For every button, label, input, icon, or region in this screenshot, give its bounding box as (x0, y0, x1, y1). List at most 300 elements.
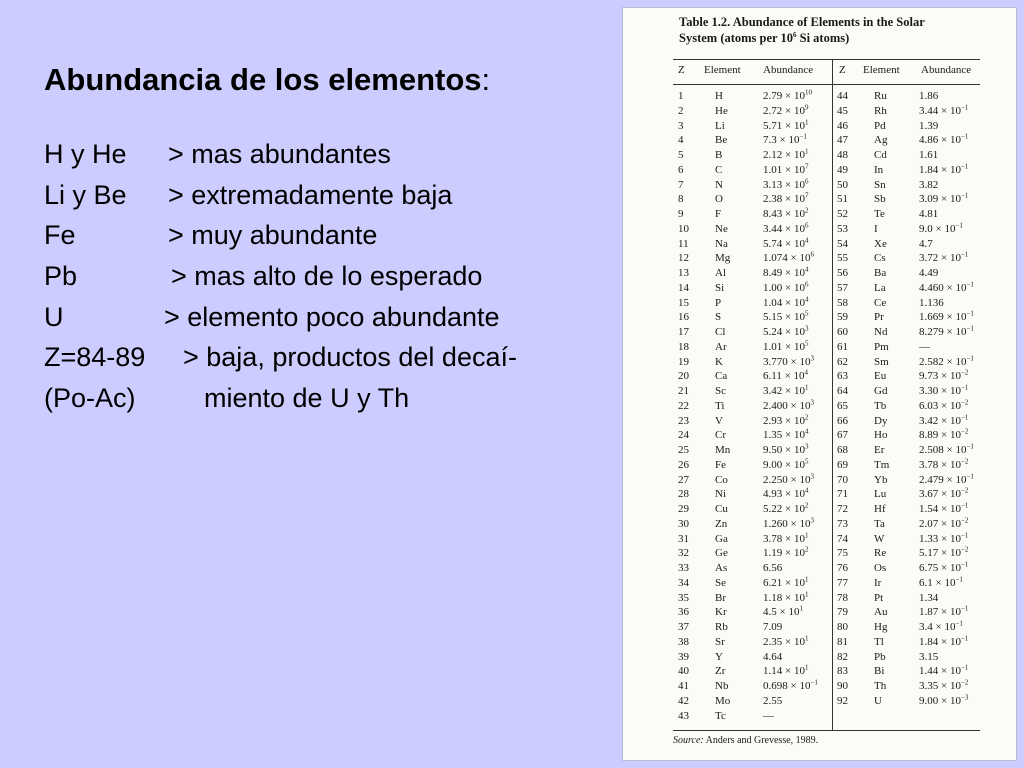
cell-abundance-exponent: −1 (960, 501, 969, 510)
table-row (623, 664, 1016, 679)
cell-z: 53 (837, 222, 848, 235)
slide-text-block (44, 60, 624, 419)
cell-element: Tm (874, 458, 890, 471)
cell-element: Ne (715, 222, 728, 235)
cell-abundance-value: 5.22 × 10 (763, 503, 805, 515)
cell-abundance-value: 4.49 (919, 267, 939, 279)
abundance-table-scan (623, 8, 1016, 760)
cell-abundance-value: 2.38 × 10 (763, 193, 805, 206)
cell-element: Yb (874, 473, 888, 486)
cell-abundance (919, 237, 933, 251)
cell-z: 65 (837, 399, 848, 412)
cell-abundance-exponent: 6 (804, 176, 809, 185)
table-source-label: Source: (673, 735, 704, 746)
cell-element: Sn (874, 178, 886, 191)
cell-abundance-exponent: 3 (810, 398, 814, 407)
cell-element: Tc (715, 709, 726, 722)
cell-z: 81 (837, 635, 848, 648)
cell-z: 23 (678, 414, 689, 427)
cell-abundance-exponent: −1 (966, 309, 974, 318)
cell-element: He (715, 104, 728, 117)
table-row (623, 709, 1016, 724)
cell-abundance-value: 2.508 × 10 (919, 444, 967, 456)
cell-abundance-exponent: 3 (810, 516, 814, 525)
table-row (623, 443, 1016, 458)
cell-abundance-exponent: 5 (804, 339, 809, 348)
cell-z: 80 (837, 621, 848, 633)
cell-z: 34 (678, 576, 689, 589)
table-caption-line1: Table 1.2. Abundance of Elements in the Solar (679, 15, 925, 29)
cell-abundance-value: 1.54 × 10 (919, 503, 961, 515)
cell-z: 33 (678, 562, 689, 574)
cell-element: Y (715, 650, 723, 663)
cell-z: 31 (678, 532, 689, 545)
table-row (623, 487, 1016, 502)
cell-abundance-exponent: −1 (960, 604, 969, 613)
cell-abundance (919, 443, 974, 457)
cell-abundance-value: 1.33 × 10 (919, 532, 961, 545)
cell-abundance-value: 4.86 × 10 (919, 134, 961, 147)
cell-element: Tb (874, 399, 887, 412)
cell-element: H (715, 90, 723, 102)
cell-element: Sr (715, 635, 725, 648)
table-row (623, 104, 1016, 119)
cell-abundance-exponent: −2 (960, 368, 969, 377)
cell-abundance (919, 89, 938, 103)
note-key: Fe (44, 220, 76, 251)
cell-z: 43 (678, 709, 689, 722)
cell-abundance-exponent: 4 (804, 265, 809, 274)
cell-abundance-exponent: −1 (799, 132, 807, 141)
table-row (623, 458, 1016, 473)
slide-title (44, 60, 624, 100)
cell-element: Br (715, 591, 726, 604)
table-row (623, 369, 1016, 384)
cell-element: Pt (874, 591, 884, 604)
table-caption-line2-pre: System (atoms per 10 (679, 31, 793, 45)
note-line (44, 297, 624, 338)
cell-z: 4 (678, 134, 684, 147)
cell-abundance-exponent: 7 (804, 191, 809, 200)
cell-element: Hg (874, 621, 888, 633)
cell-z: 62 (837, 355, 848, 368)
cell-abundance-value: 2.72 × 10 (763, 104, 805, 117)
cell-abundance (919, 517, 968, 531)
table-row (623, 679, 1016, 694)
cell-abundance-exponent: 4 (804, 368, 809, 377)
cell-abundance-exponent: 2 (804, 545, 809, 554)
cell-element: Ce (874, 296, 887, 309)
cell-element: Pb (874, 650, 886, 663)
cell-element: Gd (874, 385, 888, 397)
cell-abundance-value: 1.14 × 10 (763, 665, 805, 678)
cell-abundance (919, 502, 968, 516)
cell-abundance (919, 414, 968, 428)
header-z-left: Z (678, 64, 685, 76)
cell-abundance (919, 399, 968, 413)
cell-z: 29 (678, 503, 689, 515)
table-row (623, 546, 1016, 561)
cell-abundance-exponent: −1 (960, 412, 969, 421)
cell-z: 74 (837, 532, 848, 545)
slide-title-text: Abundancia de los elementos (44, 62, 482, 97)
cell-element: Pr (874, 311, 884, 324)
cell-z: 54 (837, 237, 848, 250)
cell-abundance-value: 4.81 (919, 208, 939, 220)
cell-abundance-value: 7.09 (763, 621, 783, 633)
note-line (44, 378, 624, 419)
abundance-notes-list (44, 134, 624, 419)
cell-abundance-exponent: −1 (960, 663, 969, 672)
table-row (623, 694, 1016, 709)
cell-abundance-value: 1.04 × 10 (763, 296, 805, 309)
header-abundance-left: Abundance (763, 64, 814, 76)
cell-abundance-value: 3.44 × 10 (919, 104, 961, 117)
note-text: miento de U y Th (204, 383, 410, 414)
cell-abundance (919, 473, 974, 487)
cell-abundance-exponent: −1 (960, 634, 969, 643)
cell-z: 41 (678, 680, 689, 692)
cell-abundance-value: 9.0 × 10 (919, 222, 956, 235)
cell-abundance-exponent: 1 (804, 530, 809, 539)
cell-abundance-value: 1.00 × 10 (763, 281, 805, 294)
cell-abundance (919, 591, 938, 605)
cell-element: Mn (715, 444, 731, 456)
cell-z: 32 (678, 547, 689, 560)
table-row (623, 207, 1016, 222)
cell-element: Ho (874, 429, 888, 442)
cell-abundance (919, 355, 974, 369)
cell-z: 69 (837, 458, 848, 471)
cell-abundance-value: 1.35 × 10 (763, 429, 805, 442)
cell-abundance (919, 192, 968, 206)
cell-abundance-value: 2.12 × 10 (763, 149, 805, 161)
cell-element: Si (715, 281, 725, 294)
cell-abundance-value: 2.250 × 10 (763, 473, 811, 486)
table-row (623, 266, 1016, 281)
cell-abundance (763, 709, 774, 723)
cell-abundance-value: 9.50 × 10 (763, 444, 805, 456)
cell-z: 68 (837, 444, 848, 456)
cell-abundance-value: 2.479 × 10 (919, 473, 967, 486)
cell-abundance-exponent: −1 (960, 103, 969, 112)
note-key: (Po-Ac) (44, 383, 136, 414)
cell-abundance (919, 325, 974, 339)
table-row (623, 222, 1016, 237)
table-row (623, 635, 1016, 650)
cell-abundance-value: 6.1 × 10 (919, 576, 956, 589)
cell-abundance-value: 1.260 × 10 (763, 517, 811, 530)
cell-abundance-value: 2.79 × 10 (763, 90, 805, 102)
cell-abundance-value: 1.86 (919, 90, 939, 102)
cell-abundance-value: 1.61 (919, 149, 939, 161)
cell-abundance-value: 2.400 × 10 (763, 399, 811, 412)
cell-abundance-value: 1.01 × 10 (763, 163, 805, 176)
cell-abundance-exponent: 2 (804, 501, 809, 510)
cell-z: 25 (678, 444, 689, 456)
cell-z: 72 (837, 503, 848, 515)
note-text: > muy abundante (168, 220, 378, 251)
cell-abundance-exponent: −1 (960, 191, 969, 200)
cell-abundance-exponent: 7 (804, 162, 809, 171)
cell-abundance (919, 532, 968, 546)
cell-abundance (919, 635, 968, 649)
cell-abundance-value: 4.93 × 10 (763, 488, 805, 501)
cell-z: 19 (678, 355, 689, 368)
cell-abundance-exponent: −1 (955, 575, 963, 584)
cell-z: 75 (837, 547, 848, 560)
table-row (623, 605, 1016, 620)
note-line (44, 337, 624, 378)
cell-z: 20 (678, 370, 689, 383)
cell-z: 67 (837, 429, 848, 442)
cell-abundance-exponent: 1 (804, 589, 809, 598)
cell-element: Be (715, 134, 728, 147)
cell-element: Ar (715, 340, 727, 353)
cell-z: 57 (837, 281, 848, 294)
table-row (623, 399, 1016, 414)
cell-abundance-value: 6.21 × 10 (763, 576, 805, 589)
cell-abundance-exponent: −2 (960, 427, 969, 436)
cell-z: 17 (678, 326, 689, 338)
header-element-right: Element (863, 64, 900, 76)
table-row (623, 340, 1016, 355)
cell-abundance (919, 207, 938, 221)
table-row (623, 281, 1016, 296)
cell-abundance (919, 310, 974, 324)
cell-abundance-exponent: −1 (960, 383, 969, 392)
cell-abundance-value: 3.09 × 10 (919, 193, 961, 206)
cell-abundance-value: 3.13 × 10 (763, 178, 805, 191)
cell-abundance (919, 694, 968, 708)
cell-abundance-exponent: 10 (804, 88, 812, 97)
table-row (623, 119, 1016, 134)
note-line (44, 134, 624, 175)
table-row (623, 163, 1016, 178)
cell-abundance-value: 8.49 × 10 (763, 267, 805, 279)
table-row (623, 414, 1016, 429)
cell-z: 49 (837, 163, 848, 176)
cell-abundance-exponent: 4 (804, 486, 809, 495)
cell-element: Os (874, 562, 887, 574)
table-top-rule (673, 59, 980, 60)
cell-element: Li (715, 119, 725, 132)
cell-abundance (919, 679, 968, 693)
cell-abundance-exponent: −1 (966, 324, 974, 333)
cell-z: 56 (837, 267, 848, 279)
cell-z: 30 (678, 517, 689, 530)
cell-abundance-value: 4.5 × 10 (763, 606, 800, 619)
table-bottom-rule (673, 730, 980, 731)
table-row (623, 428, 1016, 443)
cell-z: 50 (837, 178, 848, 191)
cell-abundance-exponent: −2 (960, 545, 969, 554)
cell-z: 12 (678, 252, 689, 265)
cell-z: 21 (678, 385, 689, 397)
cell-element: Te (874, 208, 885, 220)
cell-abundance-value: 5.24 × 10 (763, 326, 805, 338)
cell-element: Cl (715, 326, 726, 338)
cell-z: 16 (678, 311, 689, 324)
table-caption-line2-post: Si atoms) (796, 31, 850, 45)
table-row (623, 237, 1016, 252)
table-row (623, 310, 1016, 325)
cell-element: Rh (874, 104, 887, 117)
cell-element: Cs (874, 252, 886, 265)
cell-z: 9 (678, 208, 684, 220)
cell-z: 15 (678, 296, 689, 309)
cell-abundance-exponent: 3 (804, 324, 809, 333)
cell-abundance-exponent: 4 (804, 294, 809, 303)
cell-abundance-value: 5.71 × 10 (763, 119, 805, 132)
cell-abundance-value: 1.01 × 10 (763, 340, 805, 353)
cell-z: 36 (678, 606, 689, 619)
cell-abundance-value: 8.89 × 10 (919, 429, 961, 442)
cell-abundance-exponent: −1 (960, 162, 969, 171)
cell-abundance-exponent: 1 (804, 117, 809, 126)
cell-abundance-exponent: −2 (960, 516, 969, 525)
table-row (623, 620, 1016, 635)
cell-element: C (715, 163, 723, 176)
cell-z: 24 (678, 429, 689, 442)
cell-abundance-exponent: 6 (804, 221, 809, 230)
cell-abundance-value: 3.35 × 10 (919, 680, 961, 692)
cell-element: Eu (874, 370, 887, 383)
cell-abundance (919, 133, 968, 147)
cell-abundance-value: 7.3 × 10 (763, 134, 800, 147)
cell-element: Sm (874, 355, 889, 368)
cell-abundance (919, 620, 963, 634)
cell-abundance-exponent: 1 (804, 634, 809, 643)
cell-abundance-value: 3.15 (919, 650, 939, 663)
cell-abundance-value: 9.00 × 10 (763, 458, 805, 471)
cell-abundance (919, 428, 968, 442)
cell-abundance-value: 2.582 × 10 (919, 355, 967, 368)
table-row (623, 89, 1016, 104)
cell-z: 51 (837, 193, 848, 206)
cell-element: Xe (874, 237, 887, 250)
cell-z: 70 (837, 473, 848, 486)
cell-z: 42 (678, 694, 689, 707)
cell-z: 28 (678, 488, 689, 501)
header-element-left: Element (704, 64, 741, 76)
cell-z: 52 (837, 208, 848, 220)
cell-z: 48 (837, 149, 848, 161)
cell-abundance-value: 1.44 × 10 (919, 665, 961, 678)
cell-abundance-value: 8.43 × 10 (763, 208, 805, 220)
cell-abundance (919, 222, 963, 236)
cell-z: 5 (678, 149, 684, 161)
cell-element: Lu (874, 488, 887, 501)
cell-z: 18 (678, 340, 689, 353)
cell-element: Ni (715, 488, 726, 501)
cell-z: 64 (837, 385, 848, 397)
cell-abundance-value: — (763, 709, 774, 722)
cell-element: S (715, 311, 722, 324)
header-abundance-right: Abundance (921, 64, 972, 76)
cell-abundance-value: 6.11 × 10 (763, 370, 805, 383)
cell-element: Au (874, 606, 888, 619)
cell-abundance-exponent: 1 (799, 604, 803, 613)
cell-element: Cd (874, 149, 887, 161)
cell-abundance-exponent: −1 (955, 221, 963, 230)
cell-element: Cr (715, 429, 726, 442)
cell-abundance-value: 9.73 × 10 (919, 370, 961, 383)
cell-abundance-value: 3.78 × 10 (763, 532, 805, 545)
cell-abundance-exponent: −2 (960, 398, 969, 407)
table-row (623, 148, 1016, 163)
cell-abundance-value: 5.74 × 10 (763, 237, 805, 250)
cell-abundance-exponent: −1 (960, 560, 969, 569)
cell-element: Ca (715, 370, 728, 383)
table-row (623, 296, 1016, 311)
table-row (623, 178, 1016, 193)
cell-z: 10 (678, 222, 689, 235)
cell-abundance-exponent: 1 (804, 663, 809, 672)
cell-abundance-value: 1.136 (919, 296, 944, 309)
cell-z: 63 (837, 370, 848, 383)
cell-z: 40 (678, 665, 689, 678)
cell-z: 92 (837, 694, 848, 707)
cell-z: 39 (678, 650, 689, 663)
cell-abundance-exponent: 4 (804, 427, 809, 436)
cell-element: Ru (874, 90, 887, 102)
cell-abundance-value: 2.55 (763, 694, 783, 707)
note-key: Li y Be (44, 179, 127, 210)
cell-element: U (874, 694, 882, 707)
slide-title-colon: : (481, 62, 491, 97)
cell-element: Pm (874, 340, 889, 353)
cell-z: 61 (837, 340, 848, 353)
cell-element: B (715, 149, 723, 161)
cell-abundance-exponent: −1 (960, 132, 969, 141)
header-z-right: Z (839, 64, 846, 76)
cell-z: 73 (837, 517, 848, 530)
cell-abundance-value: 1.34 (919, 591, 939, 604)
cell-abundance (919, 119, 938, 133)
cell-abundance (919, 664, 968, 678)
note-key: Z=84-89 (44, 342, 146, 373)
cell-z: 6 (678, 163, 684, 176)
cell-abundance-value: 1.84 × 10 (919, 163, 961, 176)
cell-element: Sc (715, 385, 726, 397)
cell-abundance-value: 3.42 × 10 (919, 414, 961, 427)
cell-z: 58 (837, 296, 848, 309)
cell-abundance (919, 251, 968, 265)
cell-abundance (919, 650, 938, 664)
cell-z: 14 (678, 281, 689, 294)
cell-abundance-exponent: 3 (810, 353, 814, 362)
cell-abundance-exponent: −1 (810, 678, 818, 687)
cell-abundance-value: 3.67 × 10 (919, 488, 961, 501)
cell-element: Se (715, 576, 726, 589)
cell-abundance-value: 3.78 × 10 (919, 458, 961, 471)
cell-abundance (919, 296, 944, 310)
cell-abundance-value: 4.460 × 10 (919, 281, 967, 294)
cell-abundance-value: 3.42 × 10 (763, 385, 805, 397)
cell-z: 45 (837, 104, 848, 117)
cell-abundance (919, 266, 938, 280)
cell-abundance-exponent: −1 (955, 619, 963, 628)
table-row (623, 591, 1016, 606)
cell-z: 8 (678, 193, 684, 206)
cell-abundance-exponent: −1 (960, 250, 969, 259)
cell-abundance-value: 5.15 × 10 (763, 311, 805, 324)
cell-abundance-exponent: −2 (960, 678, 969, 687)
table-source-text: Anders and Grevesse, 1989. (703, 735, 819, 746)
cell-z: 79 (837, 606, 848, 619)
cell-element: Mo (715, 694, 731, 707)
